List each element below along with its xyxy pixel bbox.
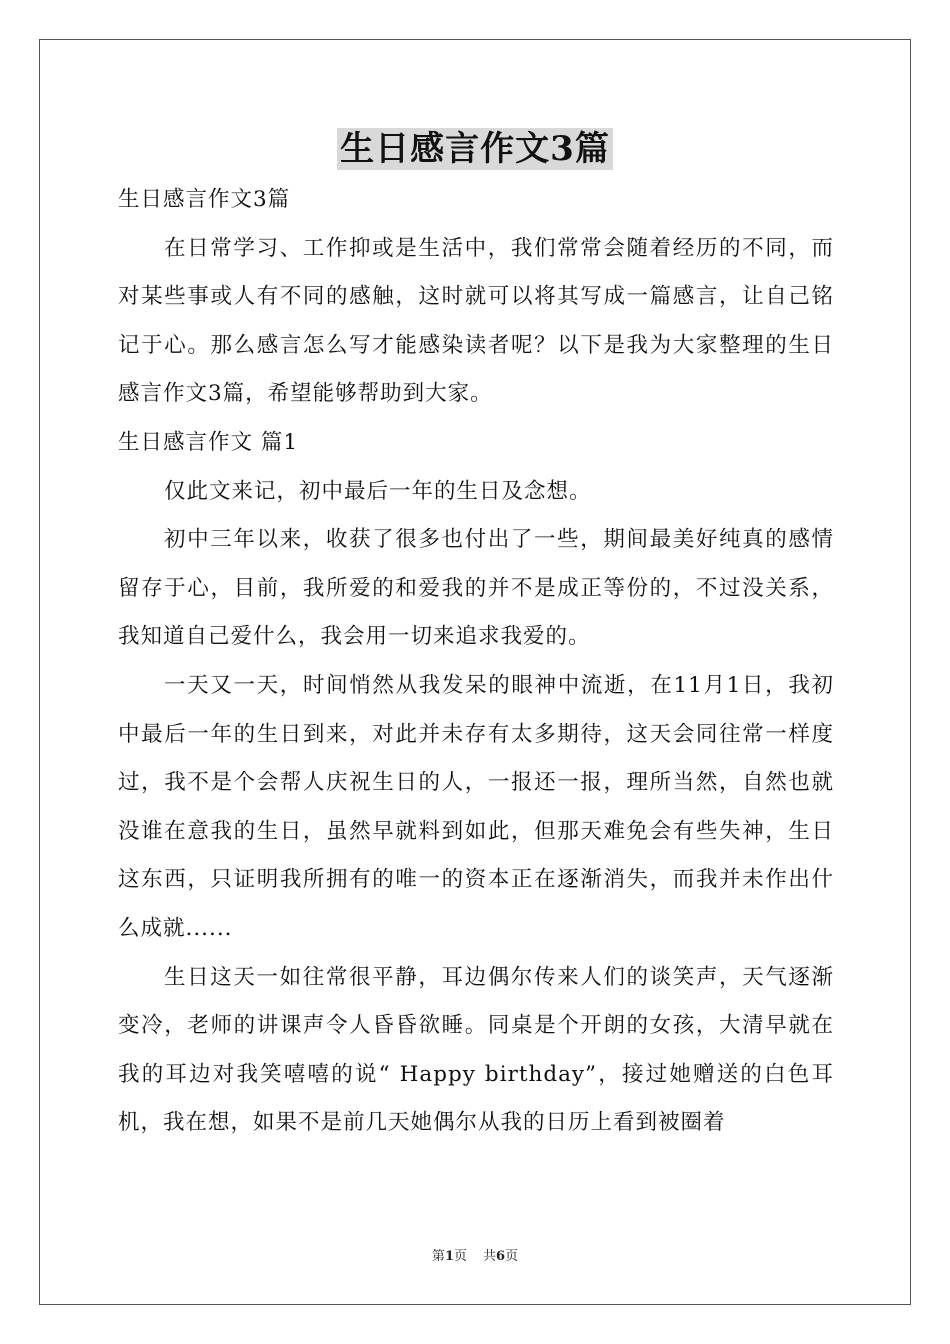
total-pages: 6	[496, 1249, 506, 1264]
document-body	[118, 176, 834, 1148]
total-suffix: 页	[505, 1249, 519, 1264]
paragraph: 一天又一天，时间悄然从我发呆的眼神中流逝，在11月1日，我初中最后一年的生日到来，对此并未存有太多期待，这天会同往常一样度过，我不是个会帮人庆祝生日的人，一报还一报，理所当然，自然也就没谁在意我的生日，虽然早就料到如此，但那天难免会有些失神，生日这东西，只证明我所拥有的唯一的资本正在逐渐消失，而我并未作出什么成就......	[118, 672, 834, 941]
page-suffix: 页	[453, 1249, 467, 1264]
page-prefix: 第	[431, 1249, 445, 1264]
title-container	[0, 128, 950, 170]
paragraph-intro: 在日常学习、工作抑或是生活中，我们常常会随着经历的不同，而对某些事或人有不同的感触，这时就可以将其写成一篇感言，让自己铭记于心。那么感言怎么写才能感染读者呢？以下是我为大家整理的生日感言作文3篇，希望能够帮助到大家。	[118, 235, 834, 407]
total-prefix: 共	[483, 1249, 497, 1264]
paragraph-subtitle: 生日感言作文3篇	[118, 187, 291, 212]
page-number: 1	[444, 1249, 454, 1264]
paragraph: 仅此文来记，初中最后一年的生日及念想。	[164, 478, 592, 504]
page-footer	[0, 1248, 950, 1266]
document-title: 生日感言作文3篇	[337, 128, 613, 170]
paragraph: 初中三年以来，收获了很多也付出了一些，期间最美好纯真的感情留存于心，目前，我所爱的和爱我的并不是成正等份的，不过没关系，我知道自己爱什么，我会用一切来追求我爱的。	[118, 527, 834, 650]
paragraph: 生日这天一如往常很平静，耳边偶尔传来人们的谈笑声，天气逐渐变冷，老师的讲课声令人昏昏欲睡。同桌是个开朗的女孩，大清早就在我的耳边对我笑嘻嘻的说“ Happy birthday”，接过她赠送的白色耳机，我在想，如果不是前几天她偶尔从我的日历上看到被圈着	[118, 964, 834, 1136]
section-heading: 生日感言作文 篇1	[118, 429, 299, 455]
